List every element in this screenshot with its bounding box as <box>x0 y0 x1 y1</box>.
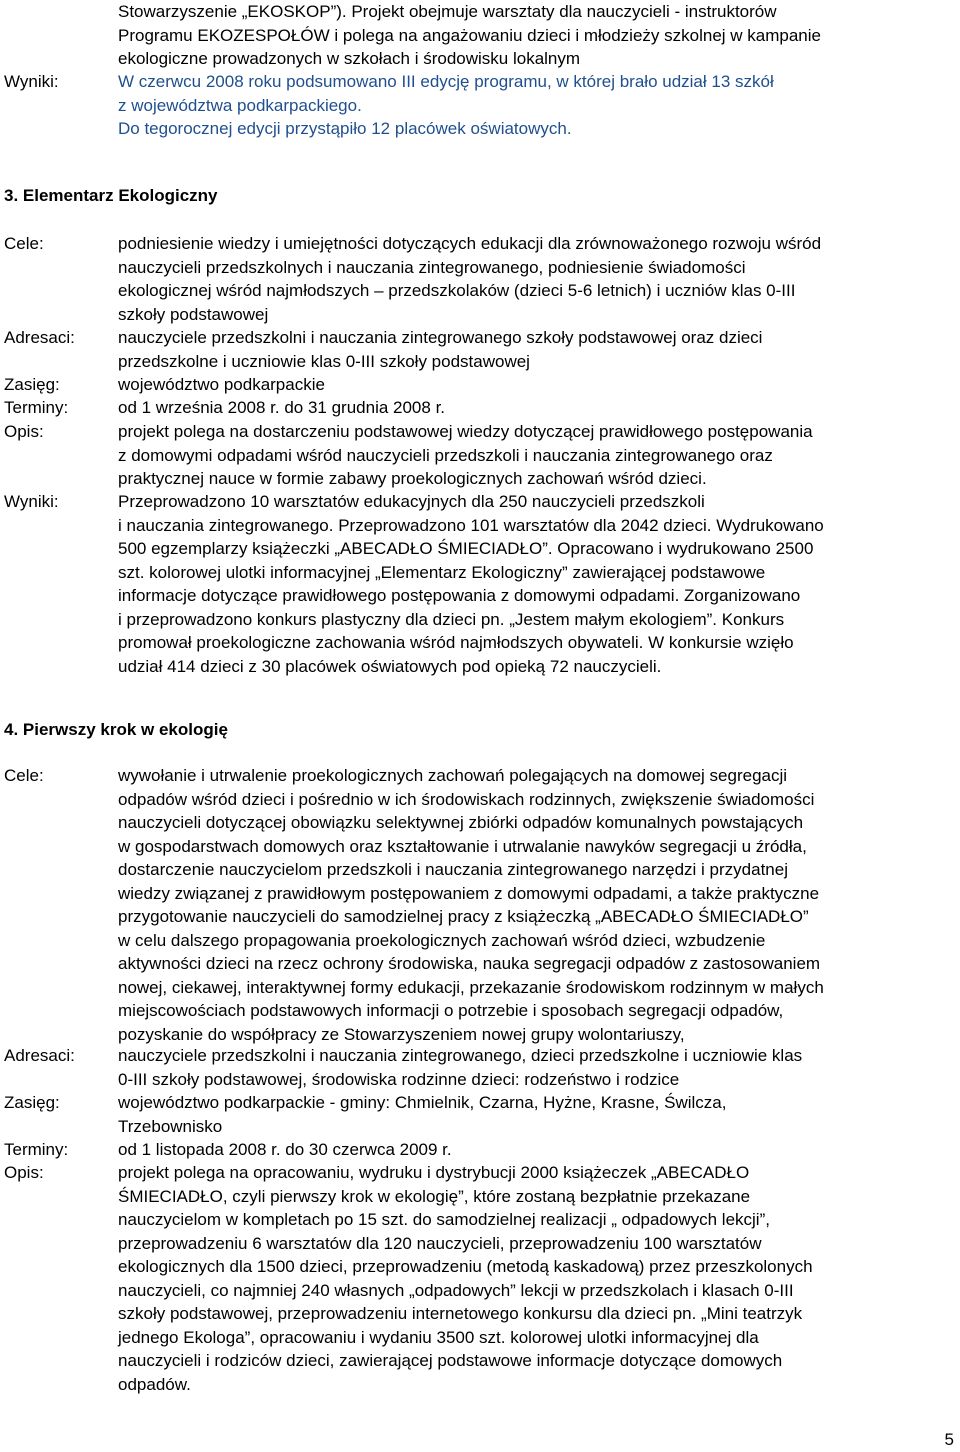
results-line: Do tegorocznej edycji przystąpiło 12 placówek oświatowych. <box>118 119 572 138</box>
scope-text <box>118 1091 954 1138</box>
description-line: odpadów. <box>118 1374 191 1394</box>
recipients-line: 0-III szkoły podstawowej, środowiska rodzinne dzieci: rodzeństwo i rodzice <box>118 1069 680 1089</box>
goals-line: nowej, ciekawej, interaktywnej formy edukacji, przekazanie środowiskom rodzinnym w małych <box>118 977 824 997</box>
description-line: projekt polega na dostarczeniu podstawowej wiedzy dotyczącej prawidłowego postępowania <box>118 422 813 441</box>
dates-line: od 1 listopada 2008 r. do 30 czerwca 2009 r. <box>118 1140 452 1159</box>
goals-text <box>118 764 954 1046</box>
goals-line: w gospodarstwach domowych oraz kształtowanie i utrwalanie nawyków segregacji u źródła, <box>118 836 807 856</box>
intro-text <box>118 0 954 71</box>
goals-line: nauczycieli dotyczącej obowiązku selektywnej zbiórki odpadów komunalnych powstających <box>118 813 804 832</box>
description-line: ekologicznych dla 1500 dzieci, przeprowadzeniu (metodą kaskadową) przez przeszkolonych <box>118 1257 813 1276</box>
results-line: szt. kolorowej ulotki informacyjnej „Elementarz Ekologiczny” zawierającej podstawowe <box>118 562 766 582</box>
recipients-text <box>118 1044 954 1091</box>
scope-line: Trzebownisko <box>118 1116 223 1136</box>
goals-line: odpadów wśród dzieci i pośrednio w ich środowiskach rodzinnych, zwiększenie świadomości <box>118 789 815 809</box>
section-4-title: 4. Pierwszy krok w ekologię <box>4 720 228 739</box>
scope-text <box>118 373 954 397</box>
goals-line: szkoły podstawowej <box>118 304 269 324</box>
description-label: Opis: <box>4 422 44 441</box>
goals-line: wiedzy związanej z prawidłowym postępowaniem z domowymi odpadami, a także praktyczne <box>118 883 820 903</box>
description-line: z domowymi odpadami wśród nauczycieli przedszkoli i nauczania zintegrowanego oraz <box>118 445 773 465</box>
section-3-title: 3. Elementarz Ekologiczny <box>4 186 218 205</box>
results-text <box>118 70 954 141</box>
scope-line: województwo podkarpackie <box>118 375 325 394</box>
dates-text <box>118 1138 954 1162</box>
description-text <box>118 420 954 491</box>
description-line: nauczycieli i rodziców dzieci, zawierającej podstawowe informacje dotyczące domowych <box>118 1351 783 1370</box>
intro-line: ekologiczne prowadzonych w szkołach i środowisku lokalnym <box>118 49 581 68</box>
description-line: ŚMIECIADŁO, czyli pierwszy krok w ekologię”, które zostaną bezpłatnie przekazane <box>118 1186 751 1206</box>
goals-line: podniesienie wiedzy i umiejętności dotyczących edukacji dla zrównoważonego rozwoju wśród <box>118 234 822 253</box>
goals-line: ekologicznej wśród najmłodszych – przedszkolaków (dzieci 5-6 letnich) i uczniów klas 0-III <box>118 281 796 300</box>
scope-line: województwo podkarpackie - gminy: Chmielnik, Czarna, Hyżne, Krasne, Świlcza, <box>118 1093 727 1112</box>
results-line: Przeprowadzono 10 warsztatów edukacyjnych dla 250 nauczycieli przedszkoli <box>118 492 705 511</box>
recipients-label: Adresaci: <box>4 328 75 347</box>
goals-label: Cele: <box>4 766 44 785</box>
goals-line: w celu dalszego propagowania proekologicznych zachowań wśród dzieci, wzbudzenie <box>118 930 766 950</box>
recipients-text <box>118 326 954 373</box>
goals-line: pozyskanie do współpracy ze Stowarzyszeniem nowej grupy wolontariuszy, <box>118 1024 685 1044</box>
description-line: szkoły podstawowej, przeprowadzeniu internetowego konkursu dla dzieci pn. „Mini teatrzyk <box>118 1304 803 1323</box>
scope-label: Zasięg: <box>4 1093 60 1112</box>
results-label: Wyniki: <box>4 72 59 91</box>
recipients-line: nauczyciele przedszkolni i nauczania zintegrowanego szkoły podstawowej oraz dzieci <box>118 328 763 347</box>
goals-line: nauczycieli przedszkolnych i nauczania zintegrowanego, podniesienie świadomości <box>118 257 746 277</box>
recipients-label: Adresaci: <box>4 1046 75 1065</box>
results-line: z województwa podkarpackiego. <box>118 95 362 115</box>
goals-label: Cele: <box>4 234 44 253</box>
results-line: udział 414 dzieci z 30 placówek oświatowych pod opieką 72 nauczycieli. <box>118 656 662 676</box>
results-line: i nauczania zintegrowanego. Przeprowadzono 101 warsztatów dla 2042 dzieci. Wydrukowano <box>118 515 824 535</box>
page-number: 5 <box>944 1430 954 1449</box>
results-line: promował proekologiczne zachowania wśród najmłodszych obywateli. W konkursie wzięło <box>118 633 794 652</box>
recipients-line: przedszkolne i uczniowie klas 0-III szkoły podstawowej <box>118 351 530 371</box>
results-label: Wyniki: <box>4 492 59 511</box>
results-text <box>118 490 954 678</box>
recipients-line: nauczyciele przedszkolni i nauczania zintegrowanego, dzieci przedszkolne i uczniowie klas <box>118 1046 803 1065</box>
goals-text <box>118 232 954 326</box>
intro-line: Stowarzyszenie „EKOSKOP”). Projekt obejmuje warsztaty dla nauczycieli - instruktorów <box>118 2 777 21</box>
dates-label: Terminy: <box>4 398 69 417</box>
goals-line: miejscowościach podstawowych informacji o potrzebie i sposobach segregacji odpadów, <box>118 1001 784 1020</box>
intro-line: Programu EKOZESPOŁÓW i polega na angażowaniu dzieci i młodzieży szkolnej w kampanie <box>118 25 821 45</box>
goals-line: dostarczenie nauczycielom przedszkoli i nauczania zintegrowanego narzędzi i przydatnej <box>118 860 788 879</box>
description-label: Opis: <box>4 1163 44 1182</box>
description-line: nauczycielom w kompletach po 15 szt. do samodzielnej realizacji „ odpadowych lekcji”, <box>118 1210 770 1229</box>
dates-text <box>118 396 954 420</box>
description-text <box>118 1161 954 1396</box>
dates-line: od 1 września 2008 r. do 31 grudnia 2008 r. <box>118 398 446 417</box>
goals-line: aktywności dzieci na rzecz ochrony środowiska, nauka segregacji odpadów z zastosowaniem <box>118 954 821 973</box>
results-line: W czerwcu 2008 roku podsumowano III edycję programu, w której brało udział 13 szkół <box>118 72 774 91</box>
results-line: i przeprowadzono konkurs plastyczny dla dzieci pn. „Jestem małym ekologiem”. Konkurs <box>118 609 785 629</box>
dates-label: Terminy: <box>4 1140 69 1159</box>
results-line: informacje dotyczące prawidłowego postępowania z domowymi odpadami. Zorganizowano <box>118 586 801 605</box>
description-line: nauczycieli, co najmniej 240 własnych „odpadowych” lekcji w przedszkolach i klasach 0-III <box>118 1280 794 1300</box>
scope-label: Zasięg: <box>4 375 60 394</box>
goals-line: wywołanie i utrwalenie proekologicznych zachowań polegających na domowej segregacji <box>118 766 788 785</box>
description-line: jednego Ekologa”, opracowaniu i wydaniu 3500 szt. kolorowej ulotki informacyjnej dla <box>118 1327 759 1347</box>
results-line: 500 egzemplarzy książeczki „ABECADŁO ŚMIECIADŁO”. Opracowano i wydrukowano 2500 <box>118 539 814 558</box>
description-line: praktycznej nauce w formie zabawy proekologicznych zachowań wśród dzieci. <box>118 469 707 488</box>
goals-line: przygotowanie nauczycieli do samodzielnej pracy z książeczką „ABECADŁO ŚMIECIADŁO” <box>118 907 809 926</box>
description-line: przeprowadzeniu 6 warsztatów dla 120 nauczycieli, przeprowadzeniu 100 warsztatów <box>118 1233 762 1253</box>
description-line: projekt polega na opracowaniu, wydruku i dystrybucji 2000 książeczek „ABECADŁO <box>118 1163 750 1182</box>
